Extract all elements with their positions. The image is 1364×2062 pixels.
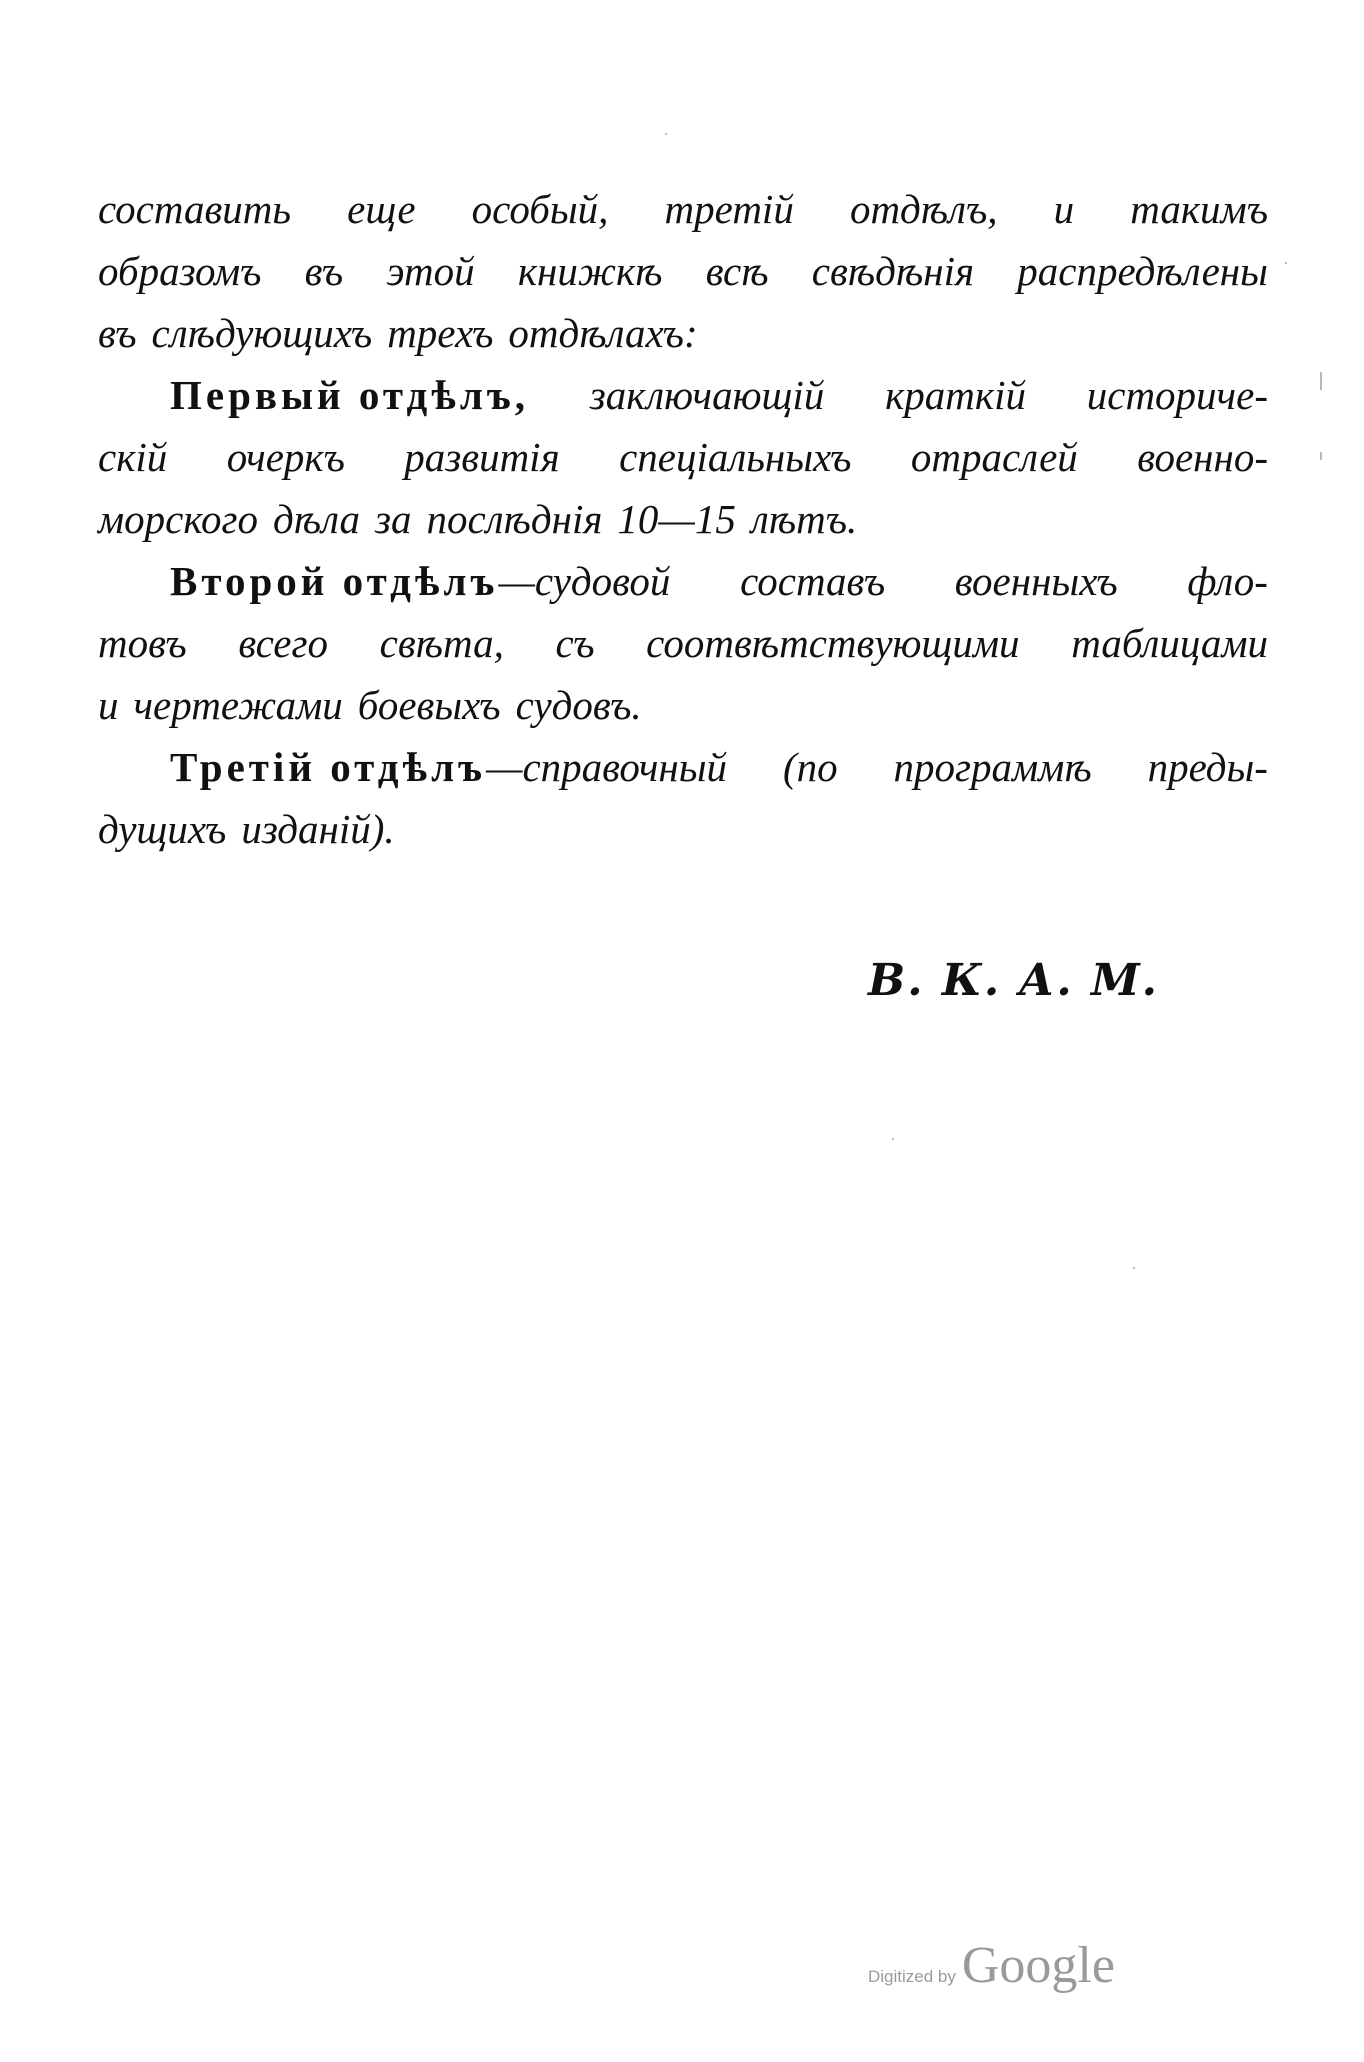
word: съ (555, 620, 595, 666)
section-lead-group (170, 550, 670, 612)
word: преды- (1147, 744, 1268, 790)
word: этой (386, 248, 475, 294)
word: отдѣлахъ: (508, 310, 698, 356)
text-line (98, 612, 1268, 674)
word: за (374, 496, 412, 542)
word: судовъ. (515, 682, 642, 728)
word: особый, (471, 186, 609, 232)
text-line (98, 364, 1268, 426)
section-lead: Второй отдѣлъ (170, 558, 499, 604)
word: фло- (1187, 558, 1268, 604)
word: въ (98, 310, 137, 356)
text-line (98, 178, 1268, 240)
word: и (1053, 186, 1075, 232)
word: дущихъ (98, 806, 227, 852)
word: составъ (740, 558, 886, 604)
word: слѣдующихъ (151, 310, 373, 356)
word: заключающій (589, 372, 825, 418)
word: чертежами (133, 682, 343, 728)
word: программѣ (893, 744, 1092, 790)
word: военныхъ (954, 558, 1118, 604)
watermark-prefix: Digitized by (868, 1967, 956, 1986)
scan-speck (1320, 372, 1322, 390)
word: морского (98, 496, 258, 542)
text-line (98, 674, 1268, 736)
word: распредѣлены (1017, 248, 1268, 294)
text-line (98, 240, 1268, 302)
word: товъ (98, 620, 187, 666)
word: послѣднія (426, 496, 603, 542)
word: отраслей (910, 434, 1078, 480)
text-line (98, 488, 1268, 550)
text-line (98, 736, 1268, 798)
word: лѣтъ. (750, 496, 858, 542)
word: свѣта, (379, 620, 504, 666)
word: очеркъ (226, 434, 345, 480)
scan-speck (892, 1138, 894, 1140)
word: изданій). (241, 806, 395, 852)
word: всего (238, 620, 328, 666)
word: и (98, 682, 119, 728)
word: военно- (1137, 434, 1268, 480)
section-lead: Третій отдѣлъ (170, 744, 486, 790)
word: отдѣлъ, (849, 186, 998, 232)
body-text (98, 178, 1268, 860)
word: свѣдѣнія (811, 248, 975, 294)
scan-speck (665, 133, 667, 135)
section-lead: Первый отдѣлъ, (170, 372, 529, 418)
word: всѣ (705, 248, 769, 294)
word: развитія (404, 434, 560, 480)
word: краткій (885, 372, 1026, 418)
scan-speck (1320, 452, 1322, 460)
word: такимъ (1130, 186, 1268, 232)
word: (по (782, 744, 838, 790)
word: дѣла (272, 496, 360, 542)
word: составить (98, 186, 292, 232)
word: соотвѣтствующими (646, 620, 1020, 666)
word: спеціальныхъ (619, 434, 852, 480)
word: 10—15 (617, 496, 736, 542)
text-line (98, 798, 1268, 860)
scan-speck (1133, 1267, 1135, 1269)
watermark-brand: Google (961, 1937, 1115, 1994)
text-line (98, 302, 1268, 364)
word: скій (98, 434, 168, 480)
word: книжкѣ (517, 248, 663, 294)
word: третій (664, 186, 794, 232)
scan-speck (1285, 262, 1287, 264)
digitized-watermark (868, 1936, 1115, 1995)
word: трехъ (387, 310, 494, 356)
word: въ (304, 248, 344, 294)
word: —справочный (486, 744, 728, 790)
section-lead-group (170, 736, 727, 798)
text-line (98, 550, 1268, 612)
author-signature: В. К. А. М. (868, 955, 1159, 1006)
word: боевыхъ (357, 682, 501, 728)
word: образомъ (98, 248, 262, 294)
text-line (98, 426, 1268, 488)
word: историче- (1086, 372, 1268, 418)
word: —судовой (498, 558, 671, 604)
word: еще (347, 186, 416, 232)
word: таблицами (1071, 620, 1268, 666)
